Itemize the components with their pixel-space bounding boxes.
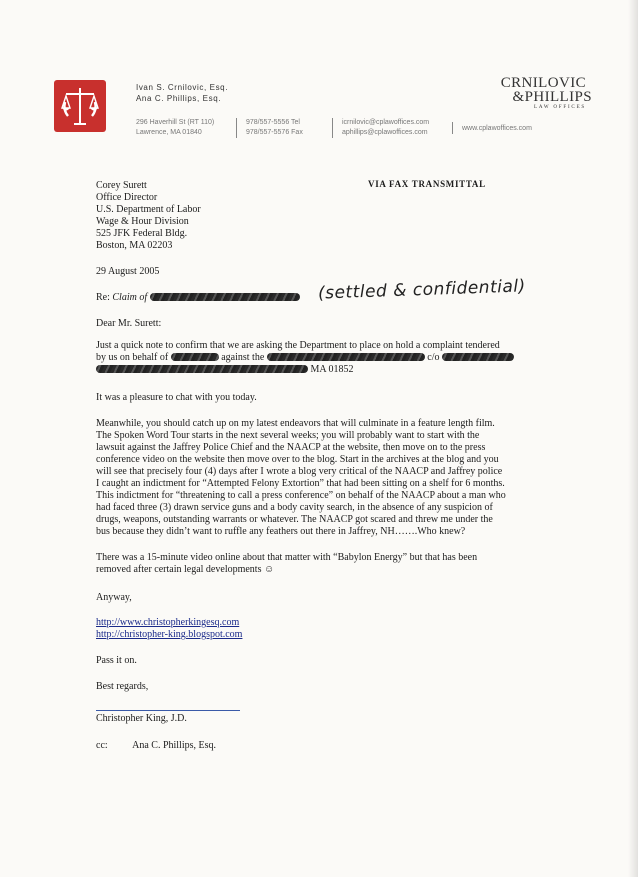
- recipient-title: Office Director: [96, 192, 158, 203]
- cc-label: cc:: [96, 740, 108, 751]
- recipient-city: Boston, MA 02203: [96, 240, 173, 251]
- recipient-name: Corey Surett: [96, 180, 147, 191]
- re-line: [96, 292, 300, 304]
- p3-line: I caught an indictment for “Attempted Felony Extortion” that had been sitting on a shelf for 6 months.: [96, 478, 505, 489]
- paragraph-2: It was a pleasure to chat with you today.: [96, 392, 257, 403]
- p4-line: There was a 15-minute video online about that matter with “Babylon Energy” but that has been: [96, 552, 478, 563]
- p1-text-b: against the: [221, 352, 265, 363]
- blog-link[interactable]: http://christopher-king.blogspot.com: [96, 629, 243, 640]
- p3-line: conference video on the website then move over to the blog. Start in the archives at the blog and you: [96, 454, 499, 465]
- redaction: [96, 365, 308, 373]
- paragraph-3: [96, 418, 540, 538]
- firm-logo-icon: [54, 80, 106, 132]
- salutation: Dear Mr. Surett:: [96, 318, 162, 329]
- paragraph-5: Anyway,: [96, 592, 132, 603]
- p3-line: will see that precisely four (4) days after I wrote a blog very critical of the NAACP and Jaffrey police: [96, 466, 503, 477]
- paragraph-6: Pass it on.: [96, 655, 137, 666]
- p1-text-d: MA 01852: [310, 364, 354, 375]
- recipient-org: U.S. Department of Labor: [96, 204, 201, 215]
- closing: Best regards,: [96, 681, 149, 692]
- p3-line: drugs, weapons, outstanding warrants or whatever. The NAACP got scared and threw me under the: [96, 514, 493, 525]
- re-text: Claim of: [112, 292, 148, 303]
- scales-logo-icon: [54, 80, 106, 132]
- firm-address: [136, 118, 214, 138]
- divider: [452, 122, 453, 134]
- page-edge-shadow: [628, 0, 638, 877]
- p1-line-1: Just a quick note to confirm that we are asking the Department to place on hold a complaint tendered: [96, 340, 500, 351]
- p3-line: The Spoken Word Tour starts in the next several weeks; you will probably want to start with the: [96, 430, 480, 441]
- p3-line: had faced three (3) drawn service guns and a body cavity search, in the absence of any suspicion of: [96, 502, 493, 513]
- handwritten-note: (settled & confidential): [317, 276, 527, 304]
- firm-website: www.cplawoffices.com: [462, 125, 532, 132]
- paragraph-1: [96, 340, 540, 376]
- address-line-1: 296 Haverhill St (RT 110): [136, 119, 215, 126]
- paragraph-4: [96, 552, 540, 576]
- redaction: [267, 353, 425, 361]
- redaction: [150, 293, 300, 301]
- divider: [236, 118, 237, 138]
- recipient-division: Wage & Hour Division: [96, 216, 189, 227]
- p4-line: removed after certain legal developments ☺: [96, 564, 275, 575]
- phone-tel: 978/557-5556 Tel: [246, 119, 300, 126]
- firm-wordmark: [500, 75, 592, 111]
- firm-emails: [342, 118, 429, 138]
- cc-line: [96, 740, 216, 752]
- partner-1: Ivan S. Crnilovic, Esq.: [136, 83, 229, 92]
- transmittal-label: VIA FAX TRANSMITTAL: [368, 179, 486, 189]
- p3-line: bus because they didn’t want to ruffle any feathers out there in Jaffrey, NH…….Who knew?: [96, 526, 466, 537]
- p3-line: Meanwhile, you should catch up on my latest endeavors that will culminate in a feature length film.: [96, 418, 495, 429]
- p1-line-2: [96, 352, 540, 364]
- re-label: Re:: [96, 292, 110, 303]
- phone-fax: 978/557-5576 Fax: [246, 129, 303, 136]
- partner-2: Ana C. Phillips, Esq.: [136, 94, 222, 103]
- address-line-2: Lawrence, MA 01840: [136, 129, 202, 136]
- p1-text-c: c/o: [427, 352, 440, 363]
- letter-date: 29 August 2005: [96, 266, 160, 277]
- signature-line: [96, 710, 240, 711]
- cc-name: Ana C. Phillips, Esq.: [132, 740, 217, 751]
- signer-name: Christopher King, J.D.: [96, 713, 187, 724]
- recipient-building: 525 JFK Federal Bldg.: [96, 228, 188, 239]
- p1-text-a: by us on behalf of: [96, 352, 169, 363]
- redaction: [171, 353, 219, 361]
- p1-line-3: [96, 364, 540, 376]
- firm-subtitle: LAW OFFICES: [534, 105, 586, 110]
- p3-line: lawsuit against the Jaffrey Police Chief and the NAACP at the website, then move on to the press: [96, 442, 486, 453]
- firm-name-2: &PHILLIPS: [512, 89, 592, 105]
- firm-name-1: CRNILOVIC: [500, 75, 586, 91]
- partner-names: [136, 82, 228, 104]
- email-1: icrnilovic@cplawoffices.com: [342, 119, 430, 126]
- website-link[interactable]: http://www.christopherkingesq.com: [96, 617, 240, 628]
- divider: [332, 118, 333, 138]
- redaction: [442, 353, 514, 361]
- p3-line: This indictment for “threatening to call a press conference” on behalf of the NAACP about a man who: [96, 490, 506, 501]
- firm-phones: [246, 118, 303, 138]
- email-2: aphillips@cplawoffices.com: [342, 129, 428, 136]
